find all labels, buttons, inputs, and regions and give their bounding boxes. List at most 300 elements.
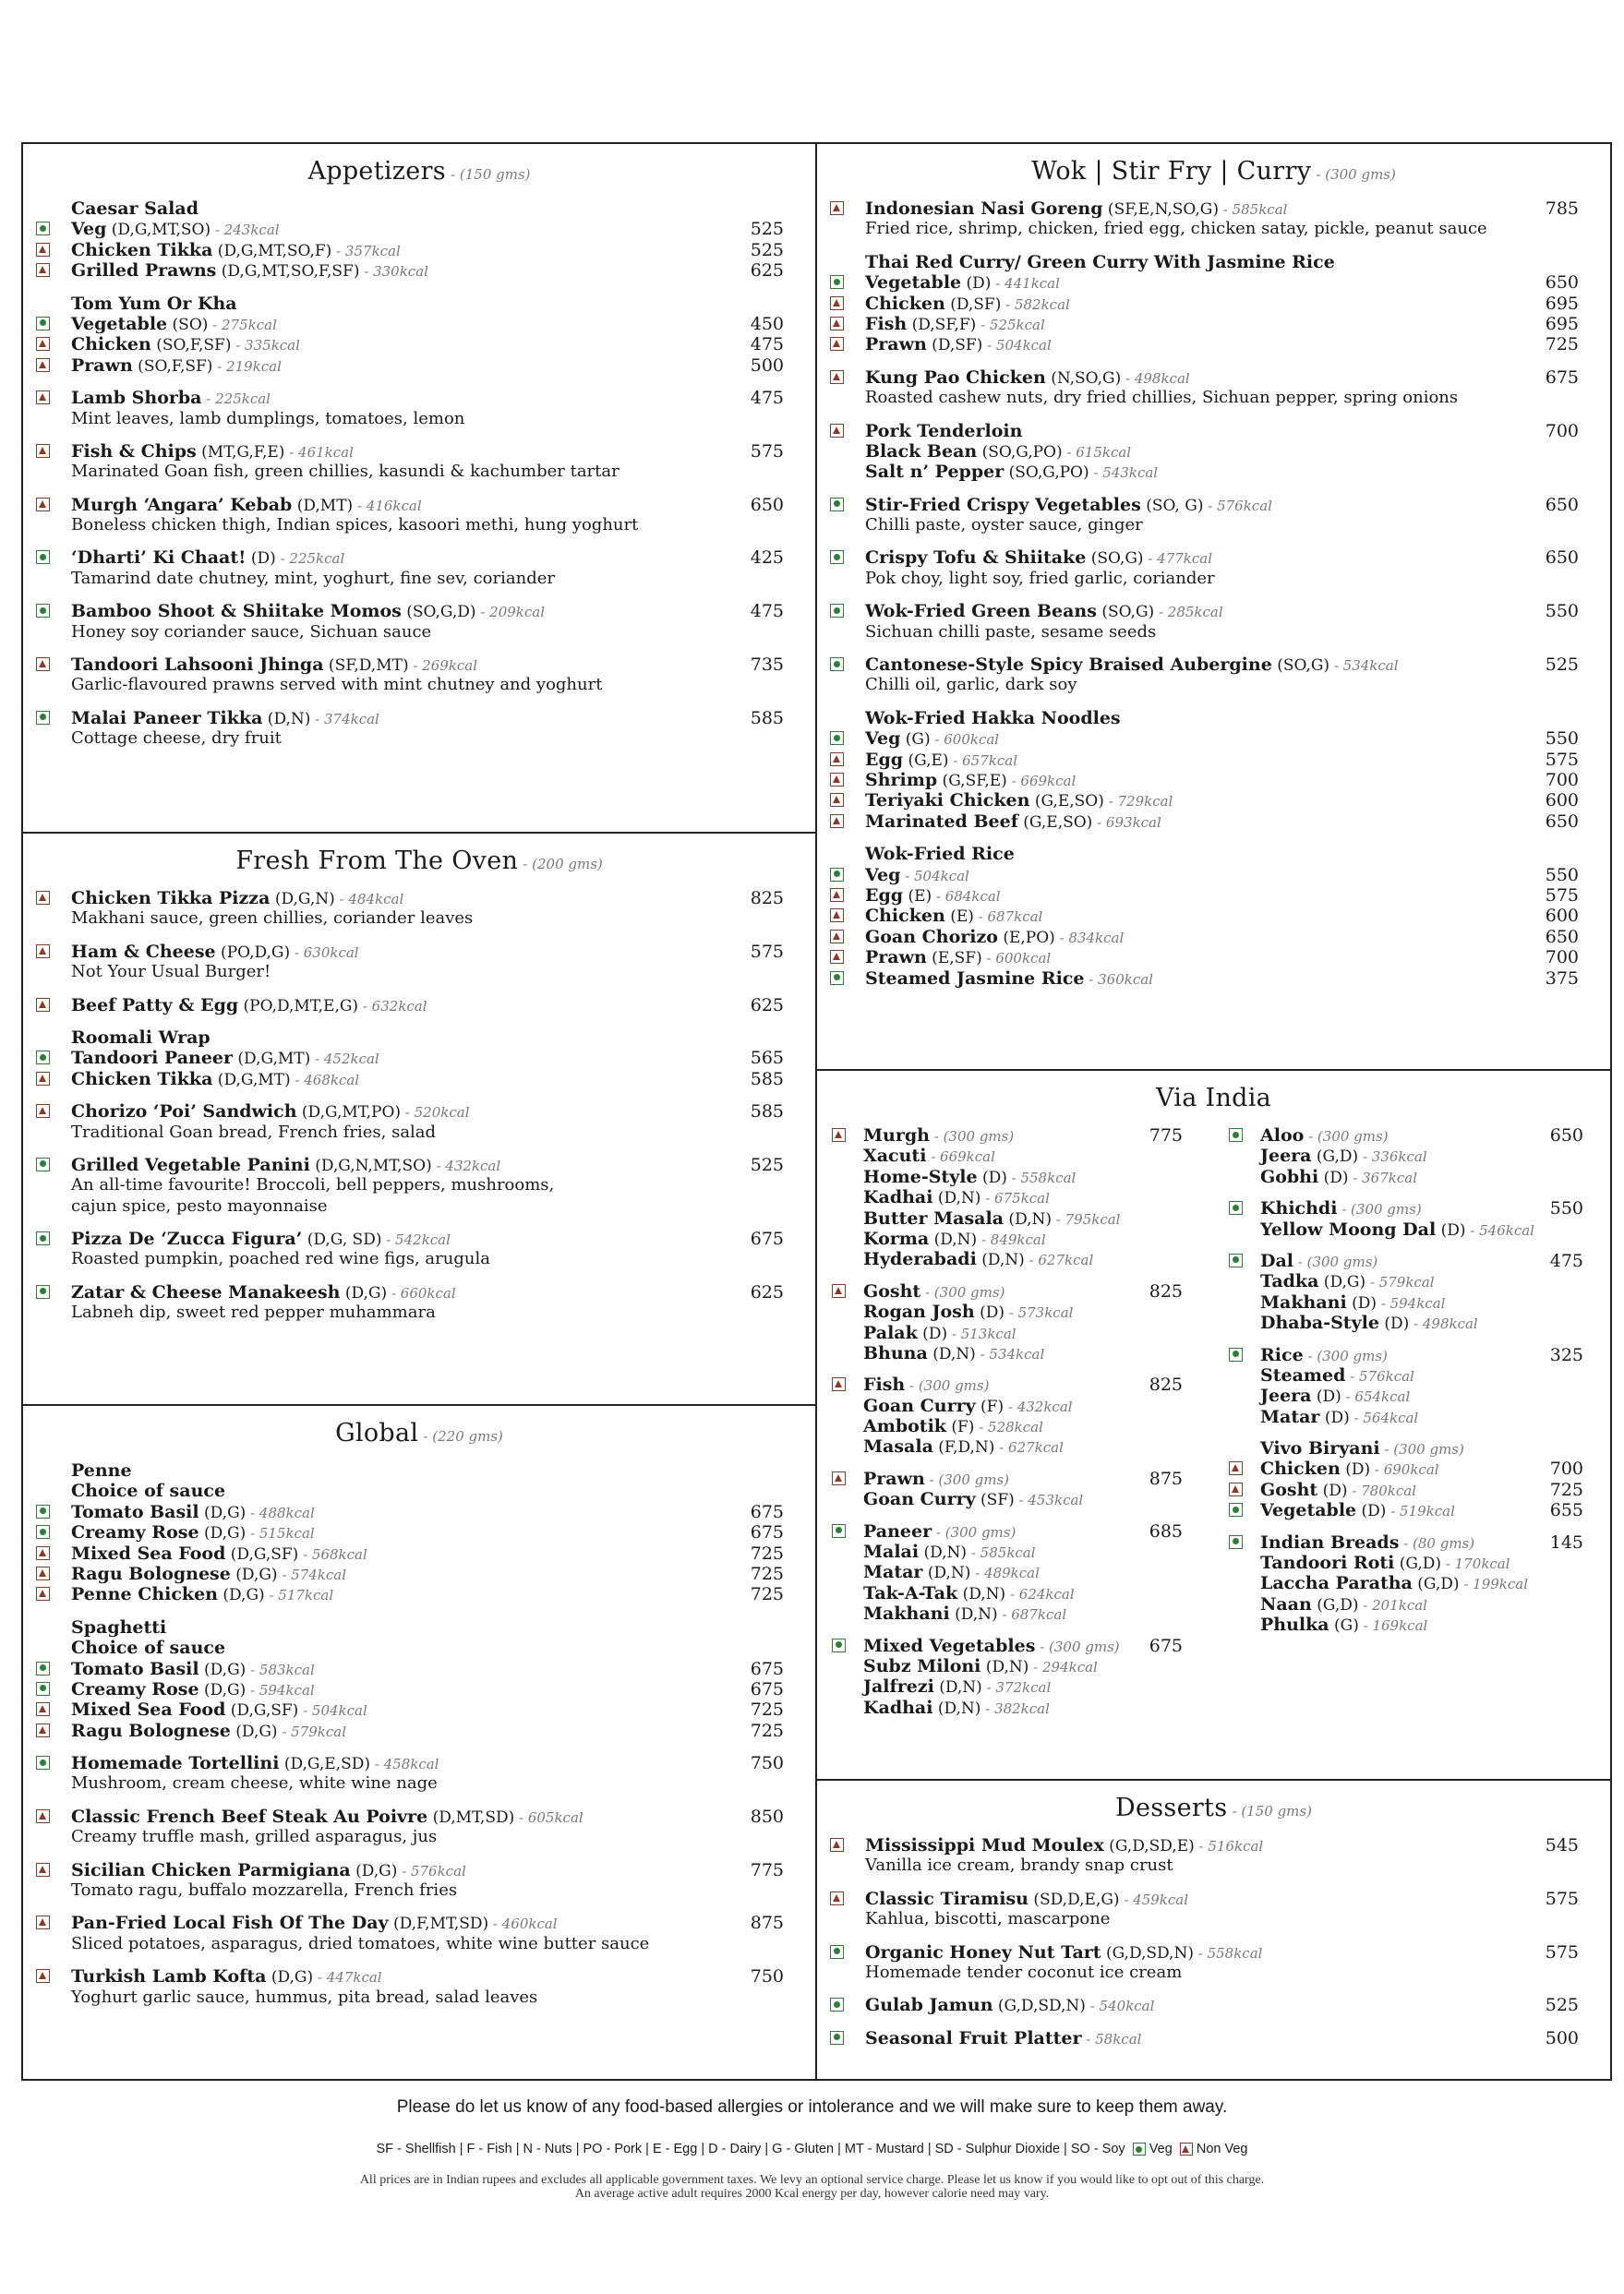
- dish-name: Beef Patty & Egg: [71, 994, 239, 1015]
- sub-option-name: [863, 1583, 1075, 1604]
- menu-group: [23, 888, 815, 930]
- allergen-codes: (D,MT): [292, 496, 354, 515]
- portion-size: - (300 gms): [1337, 1201, 1422, 1219]
- sub-option: [1229, 1365, 1583, 1386]
- item-price: 625: [750, 994, 784, 1015]
- menu-item: [23, 1069, 815, 1089]
- item-price: 600: [1545, 906, 1579, 927]
- item-price: 475: [750, 388, 784, 409]
- dish-name: Malai: [863, 1542, 920, 1563]
- dish-name: Classic Tiramisu: [865, 1888, 1029, 1909]
- dish-name: Fish: [865, 313, 908, 334]
- group-heading: [23, 1617, 815, 1638]
- item-name: [865, 790, 1173, 811]
- group-heading: [23, 294, 815, 314]
- nonveg-icon: [36, 1969, 50, 1983]
- menu-group: [817, 495, 1610, 536]
- dish-name: Cantonese-Style Spicy Braised Aubergine: [865, 655, 1272, 676]
- nonveg-icon: [830, 337, 844, 351]
- appetizers-header: [23, 157, 815, 186]
- calories: - 684kcal: [932, 887, 1001, 905]
- dish-name: Fish & Chips: [71, 440, 197, 462]
- allergen-codes: (D,G): [230, 1565, 278, 1584]
- calories: - 372kcal: [981, 1679, 1052, 1697]
- sub-option-name: [863, 1603, 1066, 1625]
- item-name: [865, 547, 1212, 569]
- veg-icon: [830, 604, 844, 618]
- item-price: 675: [750, 1678, 784, 1699]
- item-description: Traditional Goan bread, French fries, salad: [71, 1122, 437, 1142]
- item-name: [865, 655, 1399, 676]
- item-name: [865, 421, 1022, 441]
- allergen-codes: (E): [944, 907, 974, 927]
- allergen-codes: (E,PO): [997, 928, 1055, 947]
- menu-item: [23, 441, 815, 462]
- item-description-line: [23, 1880, 815, 1901]
- dish-name: Aloo: [1260, 1125, 1305, 1146]
- india-header: [817, 1084, 1610, 1112]
- calories: - 525kcal: [976, 316, 1045, 333]
- calories: - 729kcal: [1103, 793, 1173, 811]
- dish-name: Chicken: [865, 293, 945, 314]
- menu-item: [817, 294, 1610, 314]
- india-group: [832, 1469, 1183, 1510]
- sub-option-name: [1260, 1594, 1427, 1615]
- item-price: 650: [1549, 1125, 1583, 1146]
- calories: - 579kcal: [1365, 1274, 1435, 1291]
- calories: - 416kcal: [353, 497, 422, 514]
- item-name: [1260, 1251, 1377, 1272]
- item-description: Mint leaves, lamb dumplings, tomatoes, lemon: [71, 408, 465, 428]
- sub-option: [832, 1208, 1183, 1229]
- item-name: [1260, 1500, 1455, 1521]
- item-description: Tamarind date chutney, mint, yoghurt, fine sev, coriander: [71, 568, 555, 588]
- dish-name: Ham & Cheese: [71, 941, 216, 962]
- dish-name: Chicken: [71, 334, 151, 355]
- item-description: Chilli paste, oyster sauce, ginger: [865, 515, 1143, 535]
- india-group: [832, 1125, 1183, 1270]
- menu-item: [23, 995, 815, 1015]
- item-price: 650: [1545, 494, 1579, 515]
- item-description-line: [23, 1249, 815, 1269]
- dish-name: Homemade Tortellini: [71, 1753, 280, 1774]
- nonveg-icon: [830, 950, 844, 964]
- sub-option-name: [1260, 1573, 1528, 1594]
- item-price: 675: [1149, 1635, 1183, 1656]
- group-title: Spaghetti: [71, 1616, 167, 1638]
- menu-group: [23, 388, 815, 429]
- sub-option-name: [1260, 1271, 1435, 1292]
- calories: - 849kcal: [977, 1231, 1046, 1248]
- sub-option-name: [863, 1676, 1051, 1698]
- item-name: [71, 888, 403, 909]
- calories: - 498kcal: [1121, 369, 1190, 387]
- tax-notice: All prices are in Indian rupees and excludes all applicable government taxes. We levy an optional service charge. Please let us know if you would like to opt out of this charge.: [359, 2173, 1265, 2187]
- sub-option: [832, 1416, 1183, 1436]
- item-description-line: [817, 388, 1610, 408]
- section-title: Fresh From The Oven: [235, 847, 519, 875]
- sub-option-name: [863, 1656, 1098, 1677]
- item-price: 525: [750, 219, 784, 240]
- allergen-codes: (G,D): [1311, 1147, 1359, 1167]
- item-price: 825: [1149, 1280, 1183, 1302]
- calories: - 574kcal: [277, 1566, 347, 1583]
- menu-group: [817, 708, 1610, 832]
- item-description-line: [23, 409, 815, 429]
- dish-name: Naan: [1260, 1593, 1312, 1615]
- calories: - 269kcal: [408, 657, 478, 675]
- calories: - 657kcal: [948, 751, 1017, 769]
- item-price: 550: [1549, 1198, 1583, 1219]
- veg-icon: [830, 2031, 844, 2045]
- allergen-codes: (G,D): [1412, 1575, 1460, 1594]
- allergen-codes: (D): [917, 1324, 948, 1343]
- dish-name: Kung Pao Chicken: [865, 366, 1046, 388]
- calories: - 582kcal: [1001, 295, 1070, 313]
- calories: - 461kcal: [284, 443, 354, 461]
- dish-name: Teriyaki Chicken: [865, 790, 1030, 811]
- veg-icon: [830, 868, 844, 882]
- allergen-codes: (D,N): [922, 1564, 971, 1583]
- calories: - 199kcal: [1459, 1576, 1529, 1593]
- sub-option: [1229, 1407, 1583, 1427]
- item-description-line: [817, 219, 1610, 239]
- veg-icon: [830, 1998, 844, 2012]
- item-description: An all-time favourite! Broccoli, bell peppers, mushrooms,: [71, 1175, 555, 1195]
- dish-name: Dhaba-Style: [1260, 1313, 1379, 1334]
- item-name: [71, 495, 422, 516]
- allergen-codes: (G): [900, 730, 931, 750]
- dish-name: Ragu Bolognese: [71, 1720, 231, 1741]
- allergen-codes: (SO,G): [1271, 656, 1330, 676]
- menu-group: [23, 1807, 815, 1848]
- menu-item: [23, 708, 815, 728]
- allergen-codes: (G,E,SO): [1017, 812, 1093, 832]
- nonveg-icon: [36, 1809, 50, 1823]
- menu-group: [23, 655, 815, 696]
- item-description-line: [817, 515, 1610, 535]
- allergen-codes: (D,SF,F): [907, 315, 977, 334]
- nonveg-icon: [830, 930, 844, 943]
- item-name: [1260, 1480, 1416, 1501]
- portion-size: - (300 gms): [1293, 1253, 1378, 1270]
- menu-item: [1229, 1459, 1583, 1479]
- menu-item: [23, 1913, 815, 1933]
- dish-name: Paneer: [863, 1520, 932, 1542]
- dish-name: Vegetable: [865, 272, 962, 294]
- menu-item: [23, 314, 815, 334]
- item-description: Tomato ragu, buffalo mozzarella, French fries: [71, 1880, 458, 1901]
- dish-name: Tak-A-Tak: [863, 1582, 958, 1603]
- item-name: [71, 1048, 379, 1069]
- section-weight: - (150 gms): [1232, 1803, 1312, 1820]
- dish-name: Chicken Tikka Pizza: [71, 888, 271, 908]
- item-name: [865, 728, 999, 750]
- india-group: [832, 1281, 1183, 1364]
- portion-size: - (300 gms): [929, 1128, 1015, 1145]
- dish-name: Matar: [1260, 1406, 1320, 1427]
- item-name: [71, 1155, 500, 1176]
- item-name: [865, 334, 1052, 355]
- veg-icon: [36, 1051, 50, 1064]
- nonveg-icon: [830, 317, 844, 330]
- dish-name: Xacuti: [863, 1146, 927, 1167]
- menu-group: [23, 995, 815, 1015]
- menu-group: [817, 655, 1610, 696]
- allergen-codes: (D): [1317, 1481, 1348, 1500]
- menu-group: [23, 1155, 815, 1217]
- dish-name: Pizza De ‘Zucca Figura’: [71, 1229, 303, 1250]
- item-name: [71, 995, 427, 1016]
- sub-option-name: [863, 1436, 1064, 1458]
- dish-name: Matar: [863, 1562, 923, 1583]
- veg-icon: [36, 1682, 50, 1696]
- section-weight: - (220 gms): [423, 1428, 503, 1445]
- veg-icon: [36, 1231, 50, 1245]
- item-price: 650: [1545, 811, 1579, 832]
- sub-option: [832, 1167, 1183, 1187]
- item-name: [865, 2028, 1141, 2049]
- item-price: 375: [1545, 967, 1579, 989]
- allergen-codes: (D,G): [350, 1861, 398, 1880]
- item-name: [865, 865, 969, 886]
- sub-option: [1229, 1167, 1583, 1187]
- india-item: [1229, 1532, 1583, 1553]
- india-item: [1229, 1125, 1583, 1146]
- allergen-codes: (D,N): [929, 1230, 978, 1249]
- dish-name: Crispy Tofu & Shiitake: [865, 547, 1087, 569]
- calories: - 632kcal: [358, 997, 427, 1015]
- calories: - 219kcal: [212, 357, 282, 375]
- portion-size: - (80 gms): [1399, 1534, 1475, 1552]
- calories: - 447kcal: [313, 1969, 382, 1987]
- calories: - 594kcal: [1376, 1294, 1446, 1312]
- menu-group: [23, 441, 815, 483]
- item-description: Kahlua, biscotti, mascarpone: [865, 1909, 1111, 1929]
- india-item: [1229, 1345, 1583, 1365]
- menu-group: [23, 198, 815, 282]
- item-name: [71, 1564, 346, 1585]
- dish-name: Lamb Shorba: [71, 388, 202, 409]
- item-name: [71, 1753, 439, 1774]
- dish-name: Wok-Fried Green Beans: [865, 601, 1097, 622]
- menu-group: [23, 1229, 815, 1270]
- sub-option-name: [863, 1146, 995, 1167]
- item-price: 675: [750, 1501, 784, 1522]
- menu-group: [23, 1617, 815, 1741]
- allergen-codes: (D,G,MT,PO): [296, 1103, 402, 1123]
- india-item: [1229, 1198, 1583, 1219]
- allergen-codes: (D,N): [933, 1678, 982, 1698]
- dish-name: Vivo Biryani: [1260, 1438, 1380, 1459]
- item-price: 695: [1545, 313, 1579, 334]
- allergen-codes: (SO,F,SF): [150, 336, 232, 355]
- sub-option: [1229, 1573, 1583, 1593]
- calories: - 693kcal: [1092, 813, 1161, 831]
- allergen-codes: (D,G,MT): [212, 1070, 291, 1089]
- dish-name: Dal: [1260, 1250, 1294, 1271]
- menu-group: [817, 547, 1610, 589]
- nonveg-icon: [832, 1128, 846, 1142]
- calories: - 687kcal: [973, 908, 1043, 926]
- item-name: [1260, 1345, 1388, 1366]
- dish-name: Black Bean: [865, 440, 978, 462]
- item-description-line: [23, 1196, 815, 1217]
- section-title: Via India: [1155, 1084, 1272, 1112]
- item-description-line: [817, 1909, 1610, 1929]
- item-name: [865, 770, 1076, 791]
- item-price: 585: [750, 1101, 784, 1123]
- item-name: [71, 1543, 367, 1565]
- dish-name: Ragu Bolognese: [71, 1563, 231, 1584]
- group-title: Penne: [71, 1460, 132, 1481]
- calories: - 330kcal: [359, 263, 428, 281]
- item-description-line: [23, 1773, 815, 1794]
- dish-name: Indian Breads: [1260, 1531, 1400, 1553]
- dish-name: Creamy Rose: [71, 1522, 199, 1543]
- calories: - 624kcal: [1005, 1585, 1075, 1603]
- allergen-codes: (D): [1436, 1220, 1466, 1240]
- item-price: 675: [1545, 366, 1579, 388]
- item-name: [71, 1913, 558, 1934]
- dish-name: Murgh: [863, 1125, 930, 1146]
- nonveg-icon: [830, 752, 844, 766]
- menu-item: [23, 888, 815, 908]
- veg-icon: [830, 275, 844, 289]
- item-name: [863, 1125, 1014, 1147]
- veg-icon: [832, 1524, 846, 1538]
- menu-item: [817, 314, 1610, 334]
- calories: - 600kcal: [981, 950, 1052, 967]
- allergen-codes: (SO,G,PO): [1004, 463, 1089, 483]
- item-name: [71, 1282, 456, 1303]
- item-price: 625: [750, 260, 784, 282]
- allergen-codes: (D,G): [198, 1524, 247, 1543]
- allergen-codes: (D,N): [1004, 1209, 1053, 1229]
- veg-icon: [36, 604, 50, 618]
- item-description-line: [817, 569, 1610, 589]
- calories: - 583kcal: [246, 1661, 315, 1678]
- india-item: [1229, 1251, 1583, 1271]
- dish-name: Vegetable: [71, 313, 168, 334]
- veg-label: Veg: [1149, 2142, 1173, 2156]
- calories: - 627kcal: [994, 1439, 1064, 1457]
- calories: - 367kcal: [1348, 1169, 1417, 1186]
- india-group: [1229, 1198, 1583, 1240]
- item-description: Marinated Goan fish, green chillies, kasundi & kachumber tartar: [71, 462, 620, 482]
- veg-icon: [1229, 1128, 1243, 1142]
- menu-item: [23, 1048, 815, 1068]
- item-description-line: [23, 1303, 815, 1323]
- india-right-column: [1229, 1125, 1583, 1647]
- menu-item: [23, 1502, 815, 1522]
- dish-name: Makhani: [1260, 1291, 1347, 1313]
- india-group: [1229, 1125, 1583, 1187]
- dish-name: Penne Chicken: [71, 1584, 218, 1605]
- india-item: [832, 1281, 1183, 1302]
- calories: - 534kcal: [975, 1345, 1045, 1363]
- nonveg-icon: [830, 773, 844, 787]
- allergen-codes: (D): [1346, 1293, 1377, 1313]
- dish-name: Jeera: [1260, 1146, 1312, 1167]
- sub-option-name: [865, 441, 1131, 462]
- india-group: [1229, 1438, 1583, 1521]
- allergen-codes: (D,N): [976, 1251, 1025, 1270]
- calories: - 795kcal: [1052, 1210, 1121, 1228]
- nonveg-icon: [36, 1587, 50, 1601]
- item-price: 655: [1549, 1500, 1583, 1521]
- sub-option-name: [863, 1208, 1120, 1230]
- sub-option-name: [865, 462, 1158, 483]
- dish-name: Goan Chorizo: [865, 926, 998, 947]
- menu-item: [817, 1942, 1610, 1963]
- item-description: Roasted cashew nuts, dry fried chillies, Sichuan pepper, spring onions: [865, 388, 1459, 408]
- menu-item: [817, 728, 1610, 749]
- calories: - 834kcal: [1054, 929, 1125, 946]
- veg-icon: [830, 971, 844, 985]
- sub-option-name: [1260, 1407, 1418, 1428]
- allergen-codes: (N,SO,G): [1045, 368, 1122, 388]
- dish-name: Sicilian Chicken Parmigiana: [71, 1859, 351, 1880]
- item-price: 700: [1545, 769, 1579, 790]
- veg-icon: [832, 1639, 846, 1652]
- desserts-section: [817, 1779, 1610, 2079]
- section-title: Wok | Stir Fry | Curry: [1031, 157, 1312, 186]
- calories: - 209kcal: [475, 604, 546, 621]
- allergen-codes: (D,G): [198, 1660, 247, 1679]
- menu-item: [23, 1522, 815, 1543]
- item-description: Mushroom, cream cheese, white wine nage: [71, 1773, 438, 1794]
- allergen-codes: (D,G,E,SD): [279, 1755, 370, 1774]
- menu-item: [817, 790, 1610, 811]
- left-column: [23, 144, 815, 2079]
- portion-size: - (300 gms): [924, 1471, 1010, 1488]
- desserts-list: [817, 1835, 1610, 2048]
- allergen-codes: (D,G): [218, 1586, 265, 1605]
- menu-item: [817, 2028, 1610, 2048]
- india-group: [832, 1521, 1183, 1625]
- item-price: 750: [750, 1966, 784, 1988]
- calories: - 374kcal: [310, 710, 379, 727]
- nonveg-icon: [36, 891, 50, 905]
- item-description-line: [817, 675, 1610, 695]
- india-item: [832, 1636, 1183, 1656]
- allergen-codes: (D,N): [949, 1605, 998, 1625]
- calories: - 558kcal: [1193, 1944, 1263, 1962]
- item-name: [71, 1966, 382, 1988]
- calories: - 225kcal: [201, 390, 271, 408]
- nonveg-icon: [36, 263, 50, 277]
- menu-item: [817, 811, 1610, 832]
- portion-size: - (300 gms): [1379, 1441, 1464, 1459]
- dish-name: Prawn: [865, 947, 927, 968]
- calories: - 441kcal: [991, 275, 1060, 293]
- sub-option: [832, 1656, 1183, 1676]
- item-name: [865, 927, 1124, 948]
- dish-name: Pork Tenderloin: [865, 420, 1023, 441]
- menu-group: [23, 547, 815, 589]
- group-title: Caesar Salad: [71, 198, 199, 219]
- nonveg-icon: [830, 793, 844, 807]
- item-name: [1260, 1532, 1474, 1554]
- item-description: Makhani sauce, green chillies, coriander leaves: [71, 908, 474, 929]
- veg-icon: [36, 1756, 50, 1770]
- item-name: [71, 708, 379, 729]
- item-description: Sichuan chilli paste, sesame seeds: [865, 621, 1157, 642]
- calories: - 690kcal: [1370, 1461, 1439, 1479]
- dish-name: Khichdi: [1260, 1198, 1338, 1219]
- allergen-codes: (D,G,SF): [225, 1701, 299, 1721]
